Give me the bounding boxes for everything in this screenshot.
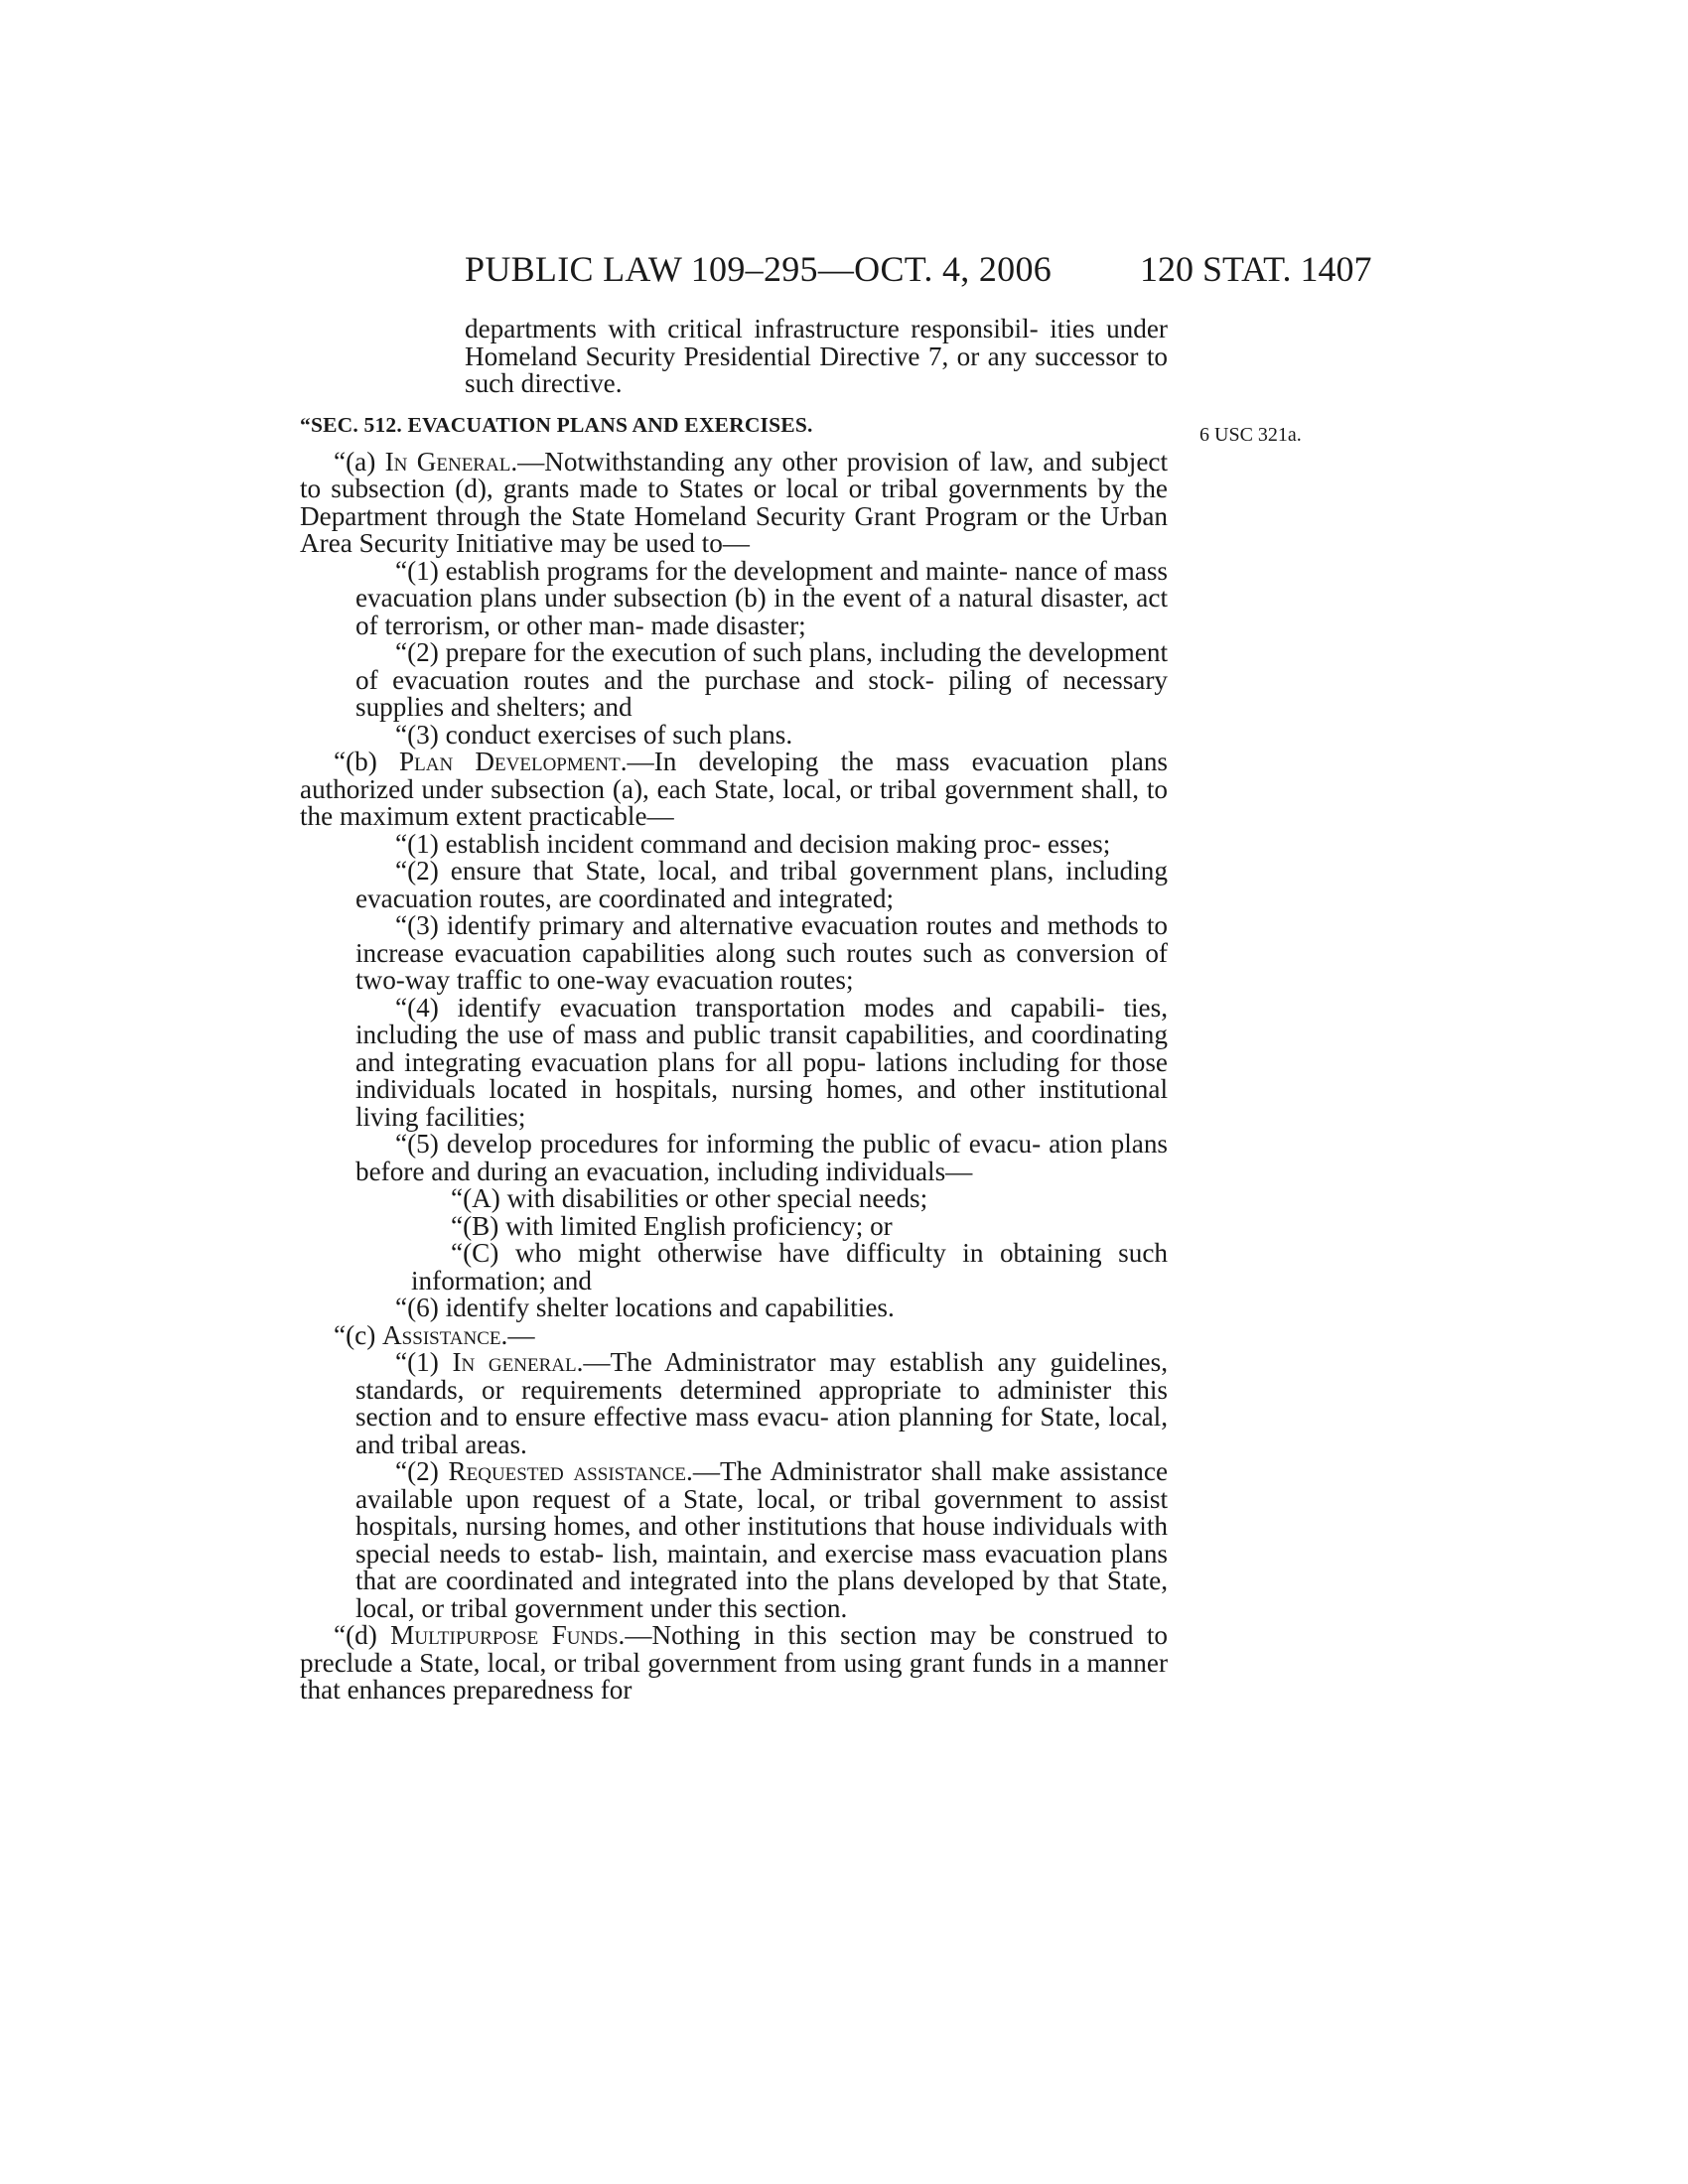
subsection-c-item-2-heading: Requested assistance <box>448 1456 687 1486</box>
subsection-a-heading: In General <box>384 446 511 477</box>
subsection-b-item-2: “(2) ensure that State, local, and tribal government plans, including evacuation routes, are coordinated and integrated; <box>355 856 1168 913</box>
subsection-c-item-2-text: .—The Administrator shall make assistance available upon request of a State, local, or tribal government to assist hospitals, nursing homes, and other institutions that house individuals with special needs to estab- lish, maintain, and exercise mass evacuation plans that are coordinated and integrated into the plans developed by that State, local, or tribal government under this section. <box>355 1456 1169 1623</box>
subsection-b-text: .—In developing the mass evacuation plans authorized under subsection (a), each State, local, or tribal government shall, to the maximum extent practicable— <box>300 747 1168 831</box>
subsection-c-item-2 <box>300 1458 1168 1622</box>
subsection-c-text: .— <box>500 1319 535 1350</box>
subsection-c-heading: Assistance <box>382 1319 501 1350</box>
subsection-b-prefix: “(b) <box>334 747 377 776</box>
subsection-b-item-4: “(4) identify evacuation transportation modes and capabili- ties, including the use of mass and public transit capabilities, and coordinating and integrating evacuation plans for all popu- lations including for those individuals located in hospitals, nursing homes, and other institutional living facilities; <box>355 992 1168 1132</box>
subsection-c-item-1 <box>300 1349 1168 1458</box>
subsection-d-heading: Multipurpose Funds <box>390 1620 619 1650</box>
subsection-c-item-1-prefix: “(1) <box>395 1347 439 1377</box>
subsection-a-text: .—Notwithstanding any other provision of law, and subject to subsection (d), grants made to States or local or tribal governments by the Department through the State Homeland Security Grant Program or the Urban Area Security Initiative may be used to— <box>300 446 1169 558</box>
subsection-b <box>300 749 1168 831</box>
margin-note-usc-citation: 6 USC 321a. <box>1199 424 1302 446</box>
subsection-a-item-3: “(3) conduct exercises of such plans. <box>395 719 793 750</box>
subsection-b-item-6: “(6) identify shelter locations and capabilities. <box>395 1293 895 1322</box>
subsection-a-item-1: “(1) establish programs for the development and mainte- nance of mass evacuation plans under subsection (b) in the event of a natural disaster, act of terrorism, or other man- made disaster; <box>355 555 1168 640</box>
body-text-column <box>300 316 1168 1705</box>
running-header-stat-page: 120 STAT. 1407 <box>1140 249 1372 289</box>
subsection-d <box>300 1622 1168 1705</box>
subsection-a <box>300 446 1169 558</box>
subsection-a-item-2: “(2) prepare for the execution of such plans, including the development of evacuation routes and the purchase and stock- piling of necessary supplies and shelters; and <box>355 637 1168 722</box>
subsection-c-item-1-text: .—The Administrator may establish any guidelines, standards, or requirements determined appropriate to administer this section and to ensure effective mass evacu- ation planning for State, local, and tribal areas. <box>355 1347 1168 1459</box>
subsection-b-5-subitem-a: “(A) with disabilities or other special needs; <box>451 1183 928 1213</box>
subsection-b-heading: Plan Development <box>399 747 621 776</box>
section-heading: “SEC. 512. EVACUATION PLANS AND EXERCISES. <box>300 412 813 437</box>
continuation-paragraph: departments with critical infrastructure responsibil- ities under Homeland Security Presidential Directive 7, or any successor to such directive. <box>465 314 1168 398</box>
subsection-d-prefix: “(d) <box>334 1620 377 1650</box>
subsection-b-item-3: “(3) identify primary and alternative evacuation routes and methods to increase evacuation capabilities along such routes such as conversion of two-way traffic to one-way evacuation routes; <box>355 910 1168 995</box>
subsection-a-prefix: “(a) <box>334 446 376 477</box>
subsection-b-item-5: “(5) develop procedures for informing the public of evacu- ation plans before and during an evacuation, including individuals— <box>355 1129 1168 1186</box>
subsection-c-item-2-prefix: “(2) <box>395 1456 439 1486</box>
subsection-c <box>300 1319 1168 1350</box>
subsection-b-5-subitem-c: “(C) who might otherwise have difficulty in obtaining such information; and <box>411 1238 1168 1296</box>
running-header-title: PUBLIC LAW 109–295—OCT. 4, 2006 <box>465 249 1053 289</box>
subsection-b-5-subitem-b: “(B) with limited English proficiency; or <box>451 1210 893 1241</box>
subsection-b-item-1: “(1) establish incident command and decision making proc- esses; <box>395 828 1111 859</box>
subsection-c-item-1-heading: In general <box>452 1347 577 1377</box>
subsection-c-prefix: “(c) <box>334 1319 376 1350</box>
subsection-d-text: .—Nothing in this section may be construed to preclude a State, local, or tribal government from using grant funds in a manner that enhances preparedness for <box>300 1620 1169 1705</box>
